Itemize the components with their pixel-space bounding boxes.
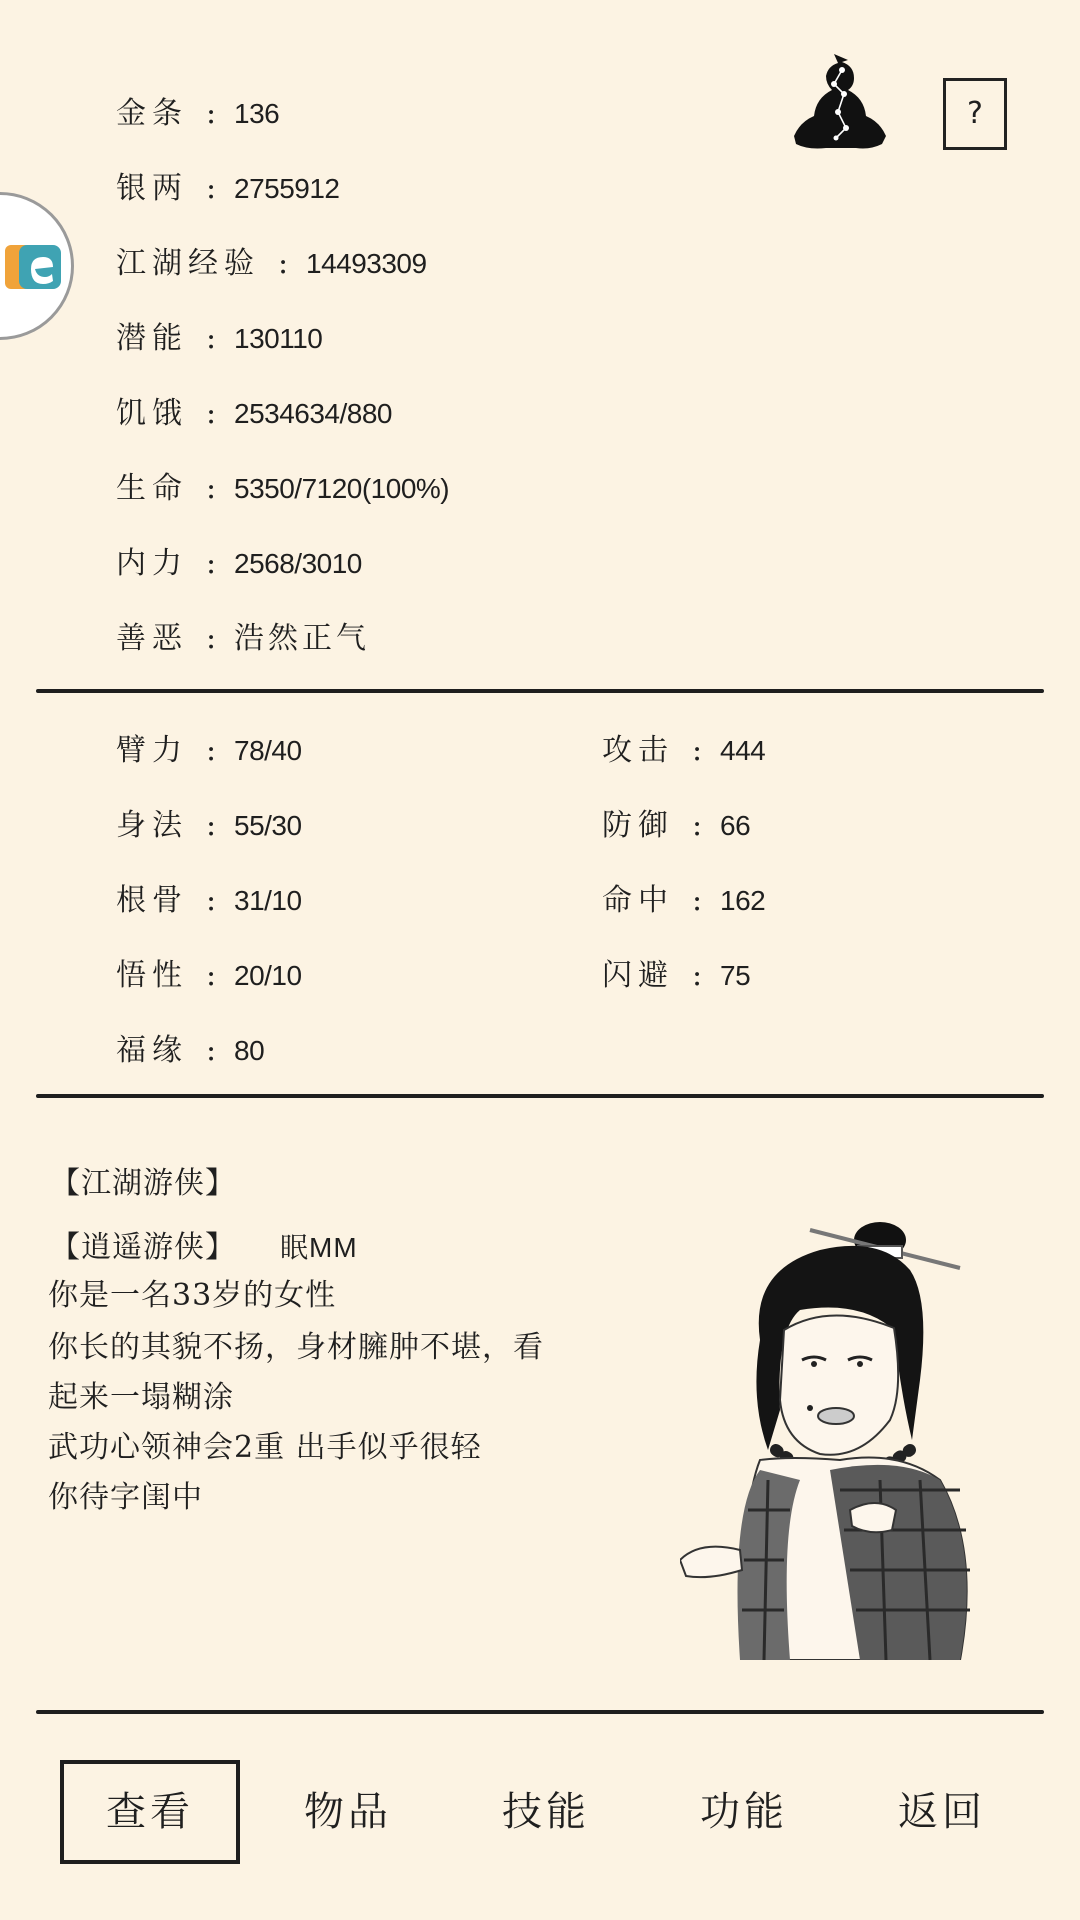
attr-value: 31/10 — [234, 885, 302, 916]
divider-middle — [36, 1094, 1044, 1098]
attr-value: 444 — [720, 735, 766, 766]
attr-fortune: 福缘 : 80 — [116, 1028, 264, 1074]
profile-line: 你长的其貌不扬，身材臃肿不堪，看 — [48, 1330, 544, 1365]
attr-value: 55/30 — [234, 810, 302, 841]
app-assistant-icon — [5, 239, 61, 295]
stat-label: 金条 — [116, 96, 188, 131]
stat-label: 潜能 — [116, 321, 188, 356]
attr-label: 悟性 — [116, 958, 188, 993]
profile-character-name: 眠MM — [280, 1232, 358, 1263]
character-portrait — [680, 1210, 1000, 1660]
tab-items[interactable]: 物品 — [304, 1789, 392, 1835]
stat-label: 内力 — [116, 546, 188, 581]
attr-label: 闪避 — [602, 958, 674, 993]
attr-constitution: 根骨 : 31/10 — [116, 878, 302, 924]
attr-value: 78/40 — [234, 735, 302, 766]
stat-value: 14493309 — [306, 248, 427, 279]
stat-label: 银两 — [116, 171, 188, 206]
attr-label: 福缘 — [116, 1033, 188, 1068]
floating-assistant-button[interactable] — [0, 192, 74, 340]
tab-skills[interactable]: 技能 — [502, 1789, 590, 1835]
attr-label: 根骨 — [116, 883, 188, 918]
stat-value: 2568/3010 — [234, 548, 362, 579]
stat-value: 2534634/880 — [234, 398, 393, 429]
attr-dodge: 闪避 : 75 — [602, 953, 750, 999]
stat-label: 饥饿 — [116, 396, 188, 431]
attr-value: 75 — [720, 960, 751, 991]
attr-value: 80 — [234, 1035, 265, 1066]
stat-label: 生命 — [116, 471, 188, 506]
profile-line: 你是一名33岁的女性 — [48, 1278, 337, 1313]
attr-label: 身法 — [116, 808, 188, 843]
attr-label: 攻击 — [602, 733, 674, 768]
stat-label: 善恶 — [116, 621, 188, 656]
stat-value: 136 — [234, 98, 280, 129]
profile-line: 你待字闺中 — [48, 1480, 203, 1515]
stat-value: 130110 — [234, 323, 323, 354]
help-button[interactable]: ? — [943, 78, 1007, 150]
profile-title-2 — [50, 1226, 358, 1270]
attr-value: 66 — [720, 810, 751, 841]
stat-internal-force: 内力 : 2568/3010 — [116, 541, 362, 587]
tab-view[interactable]: 查看 — [60, 1760, 240, 1864]
stat-health: 生命 : 5350/7120(100%) — [116, 466, 449, 512]
stat-value: 5350/7120(100%) — [234, 473, 450, 504]
attr-comprehension: 悟性 : 20/10 — [116, 953, 302, 999]
stat-morality: 善恶 : 浩然正气 — [116, 616, 370, 662]
stat-value: 2755912 — [234, 173, 340, 204]
profile-line: 武功心领神会2重 出手似乎很轻 — [48, 1430, 482, 1465]
attr-label: 臂力 — [116, 733, 188, 768]
divider-top — [36, 689, 1044, 693]
stat-label: 江湖经验 — [116, 246, 260, 281]
divider-bottom — [36, 1710, 1044, 1714]
profile-line: 起来一塌糊涂 — [48, 1380, 234, 1415]
profile-title-2-text: 【逍遥游侠】 — [50, 1230, 236, 1265]
attr-attack: 攻击 : 444 — [602, 728, 765, 774]
stat-silver: 银两 : 2755912 — [116, 166, 340, 212]
attr-strength: 臂力 : 78/40 — [116, 728, 302, 774]
attr-label: 防御 — [602, 808, 674, 843]
profile-title-1: 【江湖游侠】 — [50, 1166, 236, 1201]
stat-value: 浩然正气 — [234, 621, 370, 656]
attr-defense: 防御 : 66 — [602, 803, 750, 849]
meditating-silhouette-icon — [790, 50, 890, 160]
attr-accuracy: 命中 : 162 — [602, 878, 765, 924]
stat-gold-bars: 金条 : 136 — [116, 91, 279, 137]
attr-value: 162 — [720, 885, 766, 916]
attr-value: 20/10 — [234, 960, 302, 991]
attr-label: 命中 — [602, 883, 674, 918]
tab-back[interactable]: 返回 — [898, 1789, 986, 1835]
stat-potential: 潜能 : 130110 — [116, 316, 322, 362]
stat-hunger: 饥饿 : 2534634/880 — [116, 391, 392, 437]
attr-agility: 身法 : 55/30 — [116, 803, 302, 849]
tab-functions[interactable]: 功能 — [700, 1789, 788, 1835]
stat-jianghu-experience: 江湖经验 : 14493309 — [116, 241, 427, 287]
